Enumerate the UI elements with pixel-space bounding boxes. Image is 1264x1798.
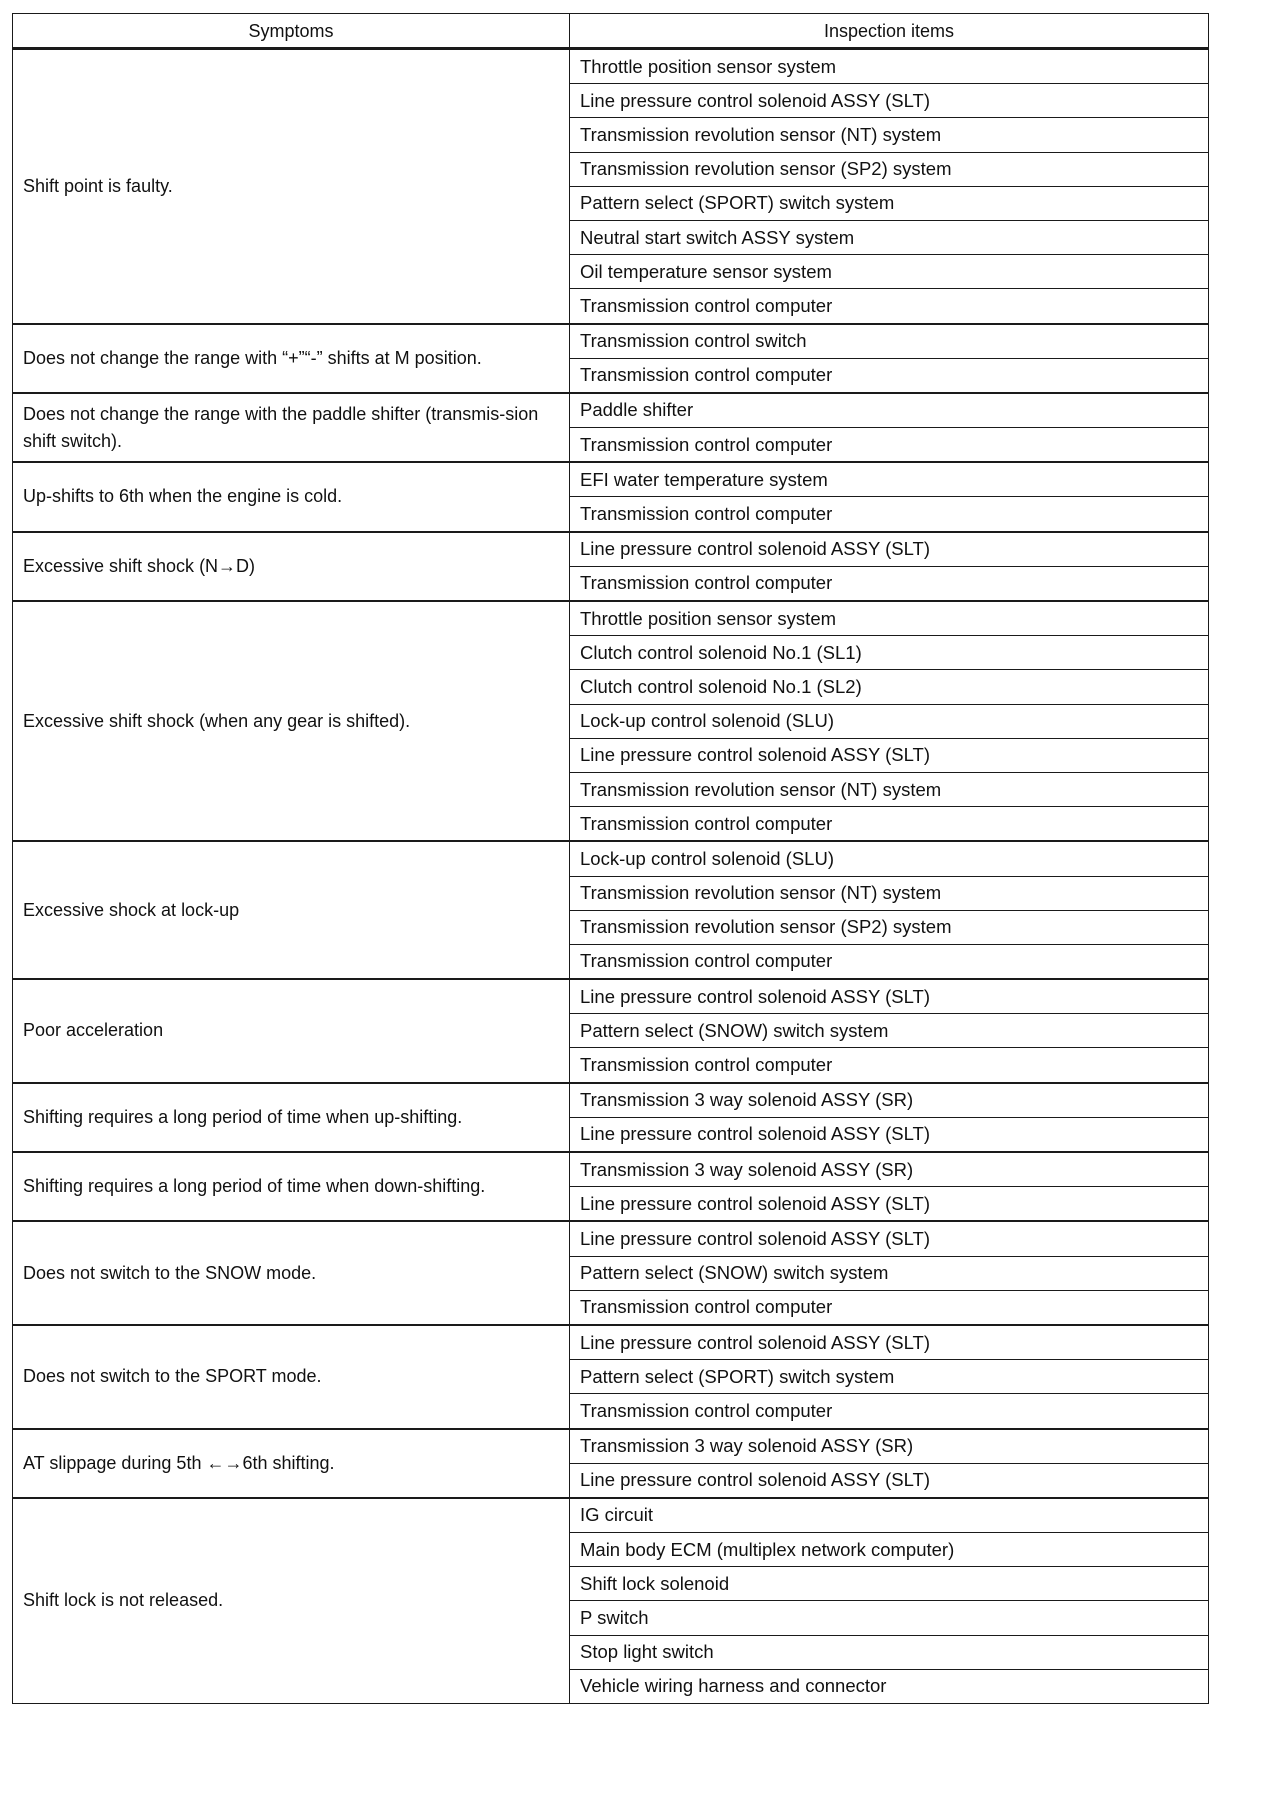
- inspection-item-cell: Oil temperature sensor system: [570, 255, 1209, 289]
- inspection-item-cell: Transmission control switch: [570, 324, 1209, 359]
- inspection-item-cell: Line pressure control solenoid ASSY (SLT): [570, 738, 1209, 772]
- document-page: [12, 13, 1208, 1704]
- table-row: [13, 1498, 1209, 1533]
- symptoms-column-header: Symptoms: [13, 14, 570, 49]
- symptom-cell: Excessive shift shock (when any gear is shifted).: [13, 601, 570, 841]
- symptom-cell: Shift point is faulty.: [13, 49, 570, 324]
- inspection-item-cell: Stop light switch: [570, 1635, 1209, 1669]
- inspection-item-cell: Line pressure control solenoid ASSY (SLT): [570, 979, 1209, 1014]
- inspection-item-cell: Lock-up control solenoid (SLU): [570, 841, 1209, 876]
- inspection-item-cell: Transmission revolution sensor (SP2) system: [570, 910, 1209, 944]
- symptom-cell: AT slippage during 5th ←→6th shifting.: [13, 1429, 570, 1498]
- table-row: [13, 393, 1209, 428]
- inspection-item-cell: Transmission control computer: [570, 1290, 1209, 1325]
- symptom-cell: Does not change the range with “+”“-” shifts at M position.: [13, 324, 570, 393]
- inspection-item-cell: Pattern select (SNOW) switch system: [570, 1014, 1209, 1048]
- inspection-item-cell: Transmission control computer: [570, 358, 1209, 393]
- symptom-cell: Poor acceleration: [13, 979, 570, 1083]
- inspection-item-cell: Transmission control computer: [570, 566, 1209, 601]
- inspection-item-cell: Shift lock solenoid: [570, 1567, 1209, 1601]
- table-row: [13, 1221, 1209, 1256]
- inspection-item-cell: Line pressure control solenoid ASSY (SLT): [570, 1187, 1209, 1222]
- inspection-item-cell: Transmission control computer: [570, 289, 1209, 324]
- inspection-item-cell: Neutral start switch ASSY system: [570, 220, 1209, 254]
- table-header-row: [13, 14, 1209, 49]
- inspection-item-cell: Clutch control solenoid No.1 (SL1): [570, 636, 1209, 670]
- inspection-item-cell: EFI water temperature system: [570, 462, 1209, 497]
- inspection-item-cell: Transmission control computer: [570, 1394, 1209, 1429]
- symptom-cell: Shifting requires a long period of time when down-shifting.: [13, 1152, 570, 1221]
- table-body: [13, 49, 1209, 1704]
- symptom-cell: Does not switch to the SNOW mode.: [13, 1221, 570, 1325]
- symptom-cell: Excessive shift shock (N→D): [13, 532, 570, 601]
- inspection-item-cell: Pattern select (SPORT) switch system: [570, 186, 1209, 220]
- inspection-item-cell: Transmission control computer: [570, 944, 1209, 979]
- table-row: [13, 979, 1209, 1014]
- table-row: [13, 1429, 1209, 1464]
- inspection-item-cell: Line pressure control solenoid ASSY (SLT): [570, 1325, 1209, 1360]
- inspection-item-cell: Main body ECM (multiplex network computer): [570, 1533, 1209, 1567]
- inspection-item-cell: Transmission control computer: [570, 497, 1209, 532]
- inspection-item-cell: Line pressure control solenoid ASSY (SLT): [570, 1117, 1209, 1152]
- inspection-item-cell: Transmission revolution sensor (NT) system: [570, 118, 1209, 152]
- inspection-item-cell: Transmission 3 way solenoid ASSY (SR): [570, 1152, 1209, 1187]
- symptom-inspection-table: [12, 13, 1209, 1704]
- inspection-item-cell: Pattern select (SNOW) switch system: [570, 1256, 1209, 1290]
- inspection-item-cell: Transmission 3 way solenoid ASSY (SR): [570, 1429, 1209, 1464]
- table-row: [13, 1325, 1209, 1360]
- table-row: [13, 532, 1209, 567]
- inspection-item-cell: Transmission 3 way solenoid ASSY (SR): [570, 1083, 1209, 1118]
- inspection-item-cell: Throttle position sensor system: [570, 601, 1209, 636]
- symptom-cell: Shifting requires a long period of time when up-shifting.: [13, 1083, 570, 1152]
- inspection-item-cell: Transmission revolution sensor (SP2) system: [570, 152, 1209, 186]
- symptom-cell: Does not switch to the SPORT mode.: [13, 1325, 570, 1429]
- inspection-item-cell: Paddle shifter: [570, 393, 1209, 428]
- inspection-item-cell: Line pressure control solenoid ASSY (SLT): [570, 1221, 1209, 1256]
- table-row: [13, 841, 1209, 876]
- inspection-item-cell: Throttle position sensor system: [570, 49, 1209, 84]
- inspection-item-cell: P switch: [570, 1601, 1209, 1635]
- table-row: [13, 601, 1209, 636]
- inspection-item-cell: Transmission control computer: [570, 1048, 1209, 1083]
- inspection-item-cell: Line pressure control solenoid ASSY (SLT): [570, 532, 1209, 567]
- inspection-items-column-header: Inspection items: [570, 14, 1209, 49]
- table-row: [13, 1152, 1209, 1187]
- table-row: [13, 462, 1209, 497]
- inspection-item-cell: IG circuit: [570, 1498, 1209, 1533]
- symptom-cell: Shift lock is not released.: [13, 1498, 570, 1704]
- inspection-item-cell: Line pressure control solenoid ASSY (SLT): [570, 84, 1209, 118]
- inspection-item-cell: Lock-up control solenoid (SLU): [570, 704, 1209, 738]
- inspection-item-cell: Line pressure control solenoid ASSY (SLT): [570, 1463, 1209, 1498]
- inspection-item-cell: Clutch control solenoid No.1 (SL2): [570, 670, 1209, 704]
- symptom-cell: Excessive shock at lock-up: [13, 841, 570, 979]
- table-row: [13, 1083, 1209, 1118]
- inspection-item-cell: Transmission revolution sensor (NT) system: [570, 772, 1209, 806]
- inspection-item-cell: Transmission control computer: [570, 428, 1209, 463]
- symptom-cell: Up-shifts to 6th when the engine is cold.: [13, 462, 570, 531]
- table-row: [13, 49, 1209, 84]
- inspection-item-cell: Transmission revolution sensor (NT) system: [570, 876, 1209, 910]
- symptom-cell: Does not change the range with the paddle shifter (transmis-sion shift switch).: [13, 393, 570, 462]
- inspection-item-cell: Vehicle wiring harness and connector: [570, 1669, 1209, 1703]
- table-row: [13, 324, 1209, 359]
- inspection-item-cell: Pattern select (SPORT) switch system: [570, 1360, 1209, 1394]
- inspection-item-cell: Transmission control computer: [570, 807, 1209, 842]
